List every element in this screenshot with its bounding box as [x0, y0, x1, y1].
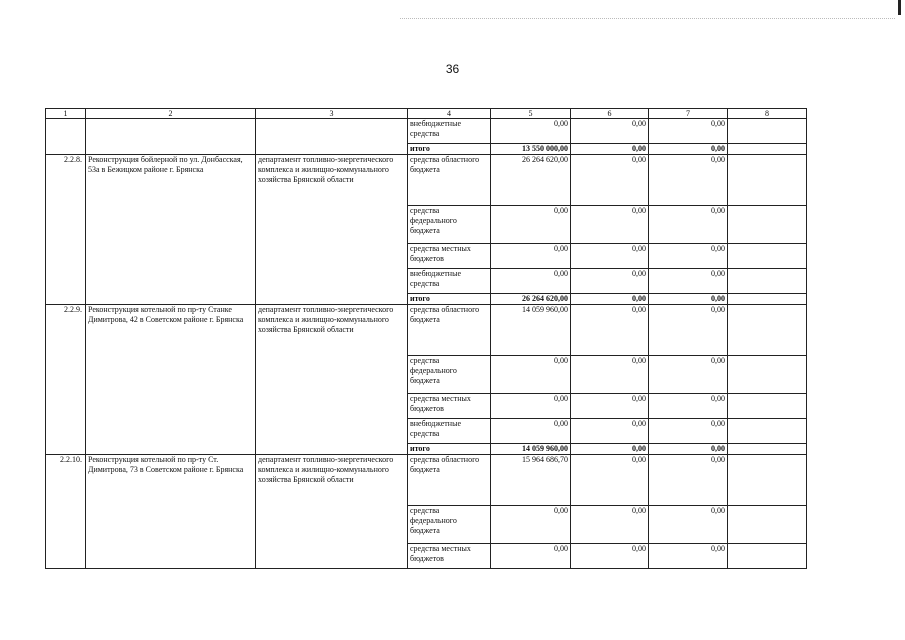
header-cell: 3: [256, 109, 408, 119]
amount-cell: 0,00: [649, 269, 728, 294]
amount-cell: [728, 444, 807, 455]
funding-source-cell: итого: [408, 294, 491, 305]
amount-cell: 0,00: [649, 356, 728, 394]
amount-cell: [728, 155, 807, 206]
amount-cell: 0,00: [491, 394, 571, 419]
table-row: [46, 119, 807, 144]
amount-cell: 0,00: [491, 119, 571, 144]
amount-cell: 0,00: [649, 455, 728, 506]
project-executor-cell: департамент топливно-энергетического комплекса и жилищно-коммунального хозяйства Брянской области: [256, 455, 408, 569]
amount-cell: 14 059 960,00: [491, 444, 571, 455]
amount-cell: 0,00: [571, 144, 649, 155]
funding-source-cell: итого: [408, 444, 491, 455]
amount-cell: [728, 419, 807, 444]
amount-cell: [728, 206, 807, 244]
amount-cell: 0,00: [571, 506, 649, 544]
amount-cell: [728, 269, 807, 294]
header-cell: 8: [728, 109, 807, 119]
project-executor-cell: департамент топливно-энергетического комплекса и жилищно-коммунального хозяйства Брянской области: [256, 305, 408, 455]
header-row: [46, 109, 807, 119]
amount-cell: 0,00: [649, 419, 728, 444]
funding-source-cell: средства местных бюджетов: [408, 244, 491, 269]
amount-cell: 0,00: [571, 444, 649, 455]
funding-source-cell: итого: [408, 144, 491, 155]
amount-cell: 0,00: [571, 294, 649, 305]
amount-cell: 0,00: [571, 419, 649, 444]
amount-cell: 0,00: [491, 506, 571, 544]
amount-cell: 0,00: [491, 356, 571, 394]
header-cell: 7: [649, 109, 728, 119]
amount-cell: [728, 356, 807, 394]
funding-source-cell: средства местных бюджетов: [408, 394, 491, 419]
funding-source-cell: средства федерального бюджета: [408, 356, 491, 394]
amount-cell: 0,00: [491, 206, 571, 244]
amount-cell: 0,00: [491, 544, 571, 569]
amount-cell: [728, 394, 807, 419]
amount-cell: 26 264 620,00: [491, 294, 571, 305]
amount-cell: 14 059 960,00: [491, 305, 571, 356]
name-cell-empty: [86, 119, 256, 155]
amount-cell: 0,00: [571, 544, 649, 569]
page-number: 36: [445, 62, 460, 76]
amount-cell: 0,00: [571, 394, 649, 419]
project-code-cell: 2.2.8.: [46, 155, 86, 305]
amount-cell: [728, 506, 807, 544]
project-name-cell: Реконструкция котельной по пр-ту Станке Димитрова, 42 в Советском районе г. Брянска: [86, 305, 256, 455]
amount-cell: 15 964 686,70: [491, 455, 571, 506]
amount-cell: 0,00: [649, 206, 728, 244]
project-name-cell: Реконструкция котельной по пр-ту Ст. Димитрова, 73 в Советском районе г. Брянска: [86, 455, 256, 569]
amount-cell: 0,00: [491, 419, 571, 444]
project-code-cell: 2.2.10.: [46, 455, 86, 569]
amount-cell: 0,00: [571, 269, 649, 294]
amount-cell: 0,00: [649, 394, 728, 419]
amount-cell: 0,00: [571, 119, 649, 144]
budget-table: [45, 108, 807, 569]
funding-source-cell: внебюджетные средства: [408, 119, 491, 144]
header-cell: 5: [491, 109, 571, 119]
amount-cell: [728, 305, 807, 356]
amount-cell: 13 550 000,00: [491, 144, 571, 155]
header-cell: 6: [571, 109, 649, 119]
amount-cell: 26 264 620,00: [491, 155, 571, 206]
funding-source-cell: средства федерального бюджета: [408, 506, 491, 544]
header-cell: 2: [86, 109, 256, 119]
scan-corner-mark: [898, 0, 901, 15]
amount-cell: [728, 144, 807, 155]
amount-cell: 0,00: [649, 119, 728, 144]
table-row: [46, 305, 807, 356]
code-cell-empty: [46, 119, 86, 155]
amount-cell: 0,00: [491, 269, 571, 294]
amount-cell: 0,00: [649, 155, 728, 206]
amount-cell: 0,00: [571, 455, 649, 506]
project-executor-cell: департамент топливно-энергетического комплекса и жилищно-коммунального хозяйства Брянской области: [256, 155, 408, 305]
funding-source-cell: средства местных бюджетов: [408, 544, 491, 569]
project-name-cell: Реконструкция бойлерной по ул. Донбасская, 53а в Бежицком районе г. Брянска: [86, 155, 256, 305]
amount-cell: 0,00: [571, 206, 649, 244]
funding-source-cell: средства федерального бюджета: [408, 206, 491, 244]
header-cell: 1: [46, 109, 86, 119]
amount-cell: 0,00: [571, 244, 649, 269]
table-row: [46, 155, 807, 206]
amount-cell: 0,00: [571, 155, 649, 206]
funding-source-cell: средства областного бюджета: [408, 155, 491, 206]
funding-source-cell: внебюджетные средства: [408, 419, 491, 444]
amount-cell: [728, 244, 807, 269]
table-row: [46, 455, 807, 506]
funding-source-cell: средства областного бюджета: [408, 455, 491, 506]
amount-cell: 0,00: [491, 244, 571, 269]
amount-cell: 0,00: [571, 305, 649, 356]
amount-cell: 0,00: [571, 356, 649, 394]
scan-artifact-line: [400, 18, 895, 19]
amount-cell: [728, 294, 807, 305]
amount-cell: 0,00: [649, 506, 728, 544]
amount-cell: [728, 455, 807, 506]
amount-cell: [728, 119, 807, 144]
amount-cell: 0,00: [649, 305, 728, 356]
funding-source-cell: внебюджетные средства: [408, 269, 491, 294]
amount-cell: [728, 544, 807, 569]
amount-cell: 0,00: [649, 294, 728, 305]
amount-cell: 0,00: [649, 144, 728, 155]
amount-cell: 0,00: [649, 444, 728, 455]
table-body: [46, 119, 807, 569]
header-cell: 4: [408, 109, 491, 119]
amount-cell: 0,00: [649, 244, 728, 269]
funding-source-cell: средства областного бюджета: [408, 305, 491, 356]
project-code-cell: 2.2.9.: [46, 305, 86, 455]
amount-cell: 0,00: [649, 544, 728, 569]
executor-cell-empty: [256, 119, 408, 155]
